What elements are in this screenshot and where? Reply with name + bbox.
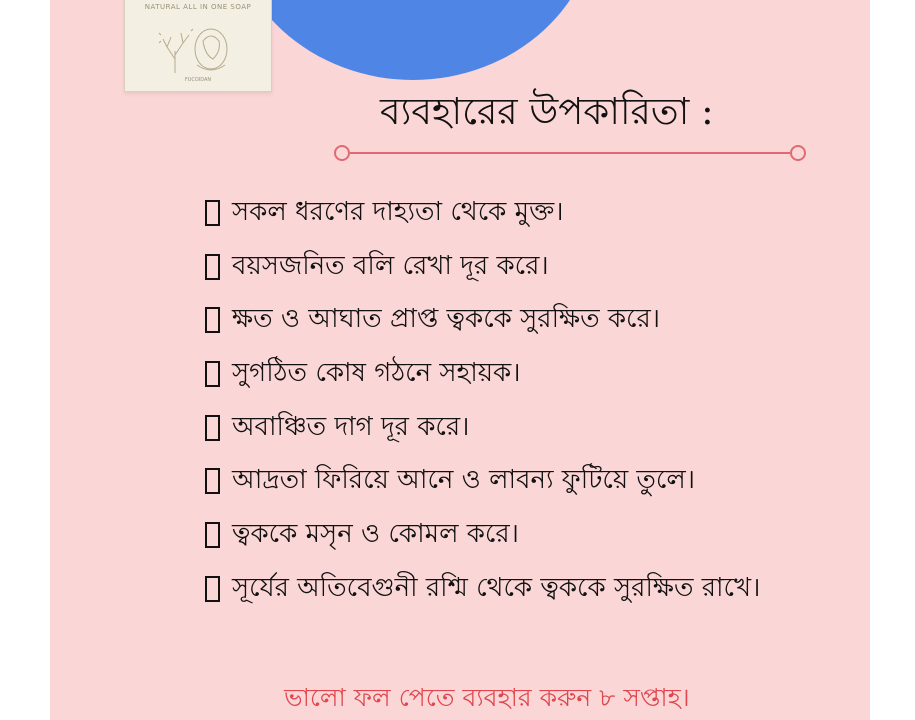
checkbox-icon [205,361,220,387]
benefit-text: আদ্রতা ফিরিয়ে আনে ও লাবন্য ফুটিয়ে তুলে। [232,465,696,496]
benefit-text: সুগঠিত কোষ গঠনে সহায়ক। [232,357,521,388]
checkbox-icon [205,415,220,441]
checkbox-icon [205,576,220,602]
checkbox-icon [205,307,220,333]
blue-decor-shape [228,0,598,80]
soap-maker-label: FUCOIDAN [184,77,212,83]
benefit-text: ক্ষত ও আঘাত প্রাপ্ত ত্বককে সুরক্ষিত করে। [232,304,661,335]
list-item [205,401,760,455]
benefits-list [205,186,760,616]
checkbox-icon [205,522,220,548]
checkbox-icon [205,254,220,280]
coral-illustration-icon [145,11,245,75]
list-item [205,562,760,616]
page-title: ব্যবহারের উপকারিতা : [380,90,714,133]
benefit-text: বয়সজনিত বলি রেখা দূর করে। [232,250,549,281]
soap-product-image [124,0,272,92]
list-item [205,347,760,401]
list-item [205,186,760,240]
checkbox-icon [205,200,220,226]
benefit-text: ত্বককে মসৃন ও কোমল করে। [232,518,519,549]
list-item [205,508,760,562]
poster [50,0,870,720]
soap-brand-line: NATURAL ALL IN ONE SOAP [144,3,252,11]
checkbox-icon [205,468,220,494]
list-item [205,240,760,294]
list-item [205,454,760,508]
benefit-text: অবাঞ্চিত দাগ দূর করে। [232,411,470,442]
title-divider [330,141,810,165]
list-item [205,293,760,347]
usage-recommendation: ভালো ফল পেতে ব্যবহার করুন ৮ সপ্তাহ। [284,683,690,712]
benefit-text: সূর্যের অতিবেগুনী রশ্মি থেকে ত্বককে সুরক্ষিত রাখে। [232,572,761,603]
benefit-text: সকল ধরণের দাহ্যতা থেকে মুক্ত। [232,196,564,227]
